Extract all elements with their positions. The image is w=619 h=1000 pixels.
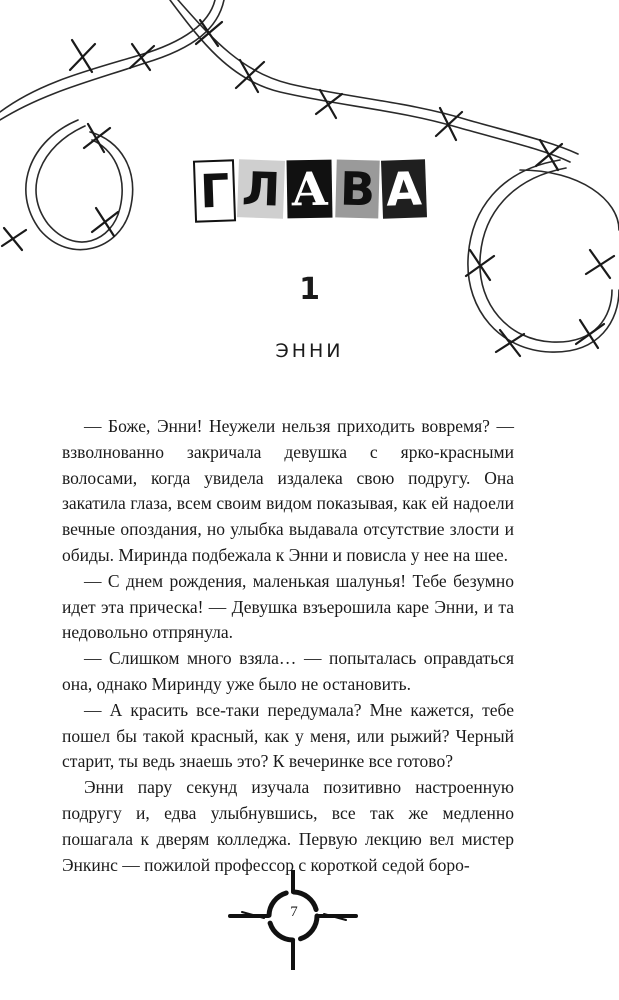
chapter-heading-letter: Л — [237, 159, 285, 219]
chapter-heading-letter: А — [287, 160, 333, 219]
body-text — [62, 414, 514, 878]
chapter-number: 1 — [299, 272, 320, 307]
chapter-heading-letter: Г — [193, 159, 236, 222]
paragraph: — Боже, Энни! Неужели нельзя приходить вовремя? — взволнованно закричала девушка с ярко-красными волосами, когда увидела издалека свою подругу. Она закатила глаза, всем своим видом показывая, как ей надоели вечные опоздания, но улыбка выдавала отсутствие злости и обиды. Миринда подбежала к Энни и повисла у нее на шее. — [62, 416, 514, 565]
paragraph: — А красить все-таки передумала? Мне кажется, тебе пошел бы такой красный, как у меня, или рыжий? Черный старит, ты ведь знаешь это? К вечеринке все готово? — [62, 699, 514, 772]
paragraph: — Слишком много взяла… — попыталась оправдаться она, однако Миринду уже было не остановить. — [62, 648, 514, 694]
paragraph: — С днем рождения, маленькая шалунья! Тебе безумно идет эта прическа! — Девушка взъерошила каре Энни, и та недовольно отпрянула. — [62, 570, 514, 643]
chapter-heading-letter: А — [381, 159, 427, 218]
chapter-heading-letter: В — [335, 159, 380, 218]
paragraph: Энни пару секунд изучала позитивно настроенную подругу и, едва улыбнувшись, все так же медленно пошагала к дверям колледжа. Первую лекцию вел мистер Энкинс — пожилой профессор с короткой седой боро- — [62, 777, 514, 875]
chapter-title: ЭННИ — [275, 340, 344, 362]
page-number: 7 — [290, 904, 298, 920]
chapter-heading — [0, 160, 619, 222]
